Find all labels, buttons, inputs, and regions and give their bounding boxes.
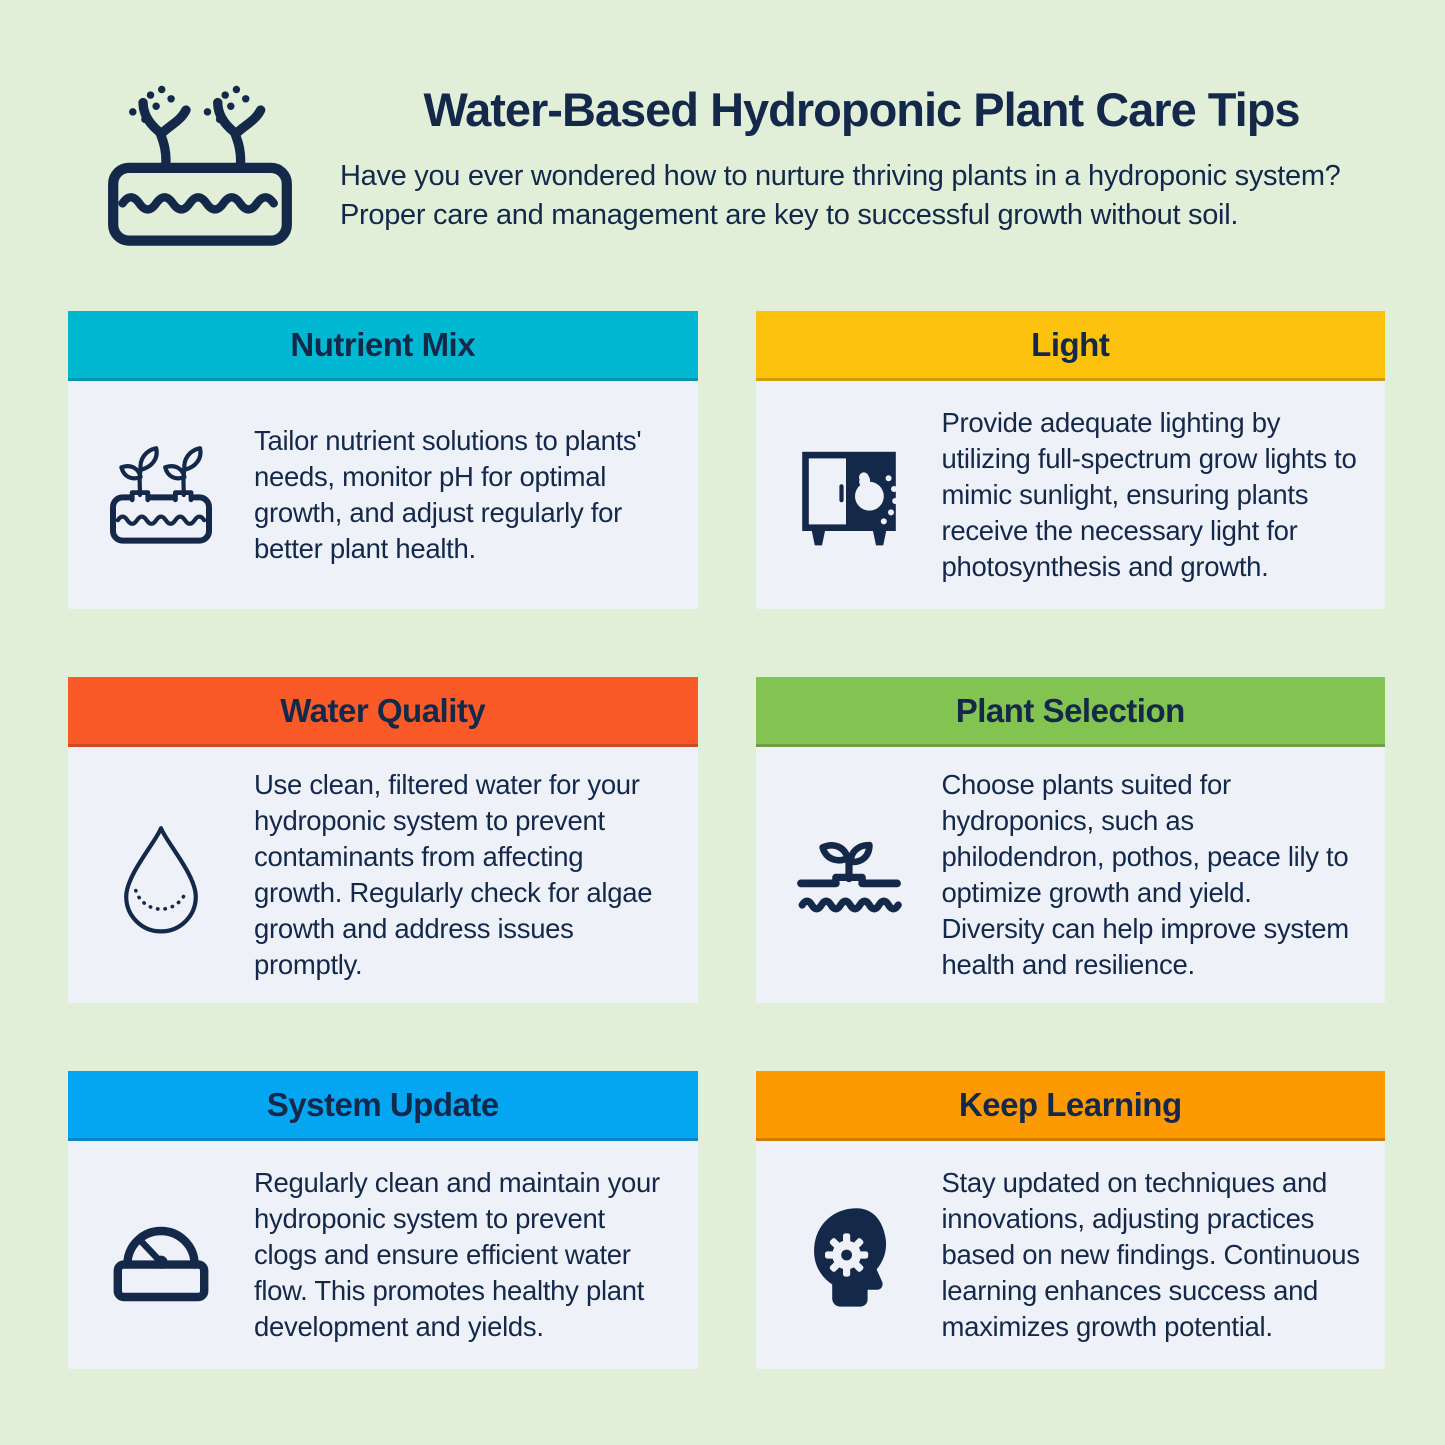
grow-light-cabinet-icon — [756, 435, 942, 555]
card-body — [756, 381, 1386, 609]
card-description: Stay updated on techniques and innovations, adjusting practices based on new findings. Continuous learning enhances success and maximizes growth potential. — [941, 1167, 1360, 1343]
card-description: Regularly clean and maintain your hydroponic system to prevent clogs and ensure efficient water flow. This promotes healthy plant development and yields. — [254, 1167, 660, 1343]
head-gear-icon — [756, 1195, 942, 1315]
card-title: System Update — [266, 1085, 499, 1123]
card-header — [756, 311, 1386, 381]
card-body — [756, 747, 1386, 1003]
card-body — [68, 381, 698, 609]
card-description: Provide adequate lighting by utilizing full-spectrum grow lights to mimic sunlight, ensuring plants receive the necessary light for photosynthesis and growth. — [941, 406, 1357, 583]
card-body — [68, 747, 698, 1003]
card-header — [68, 1071, 698, 1141]
card-title: Plant Selection — [955, 691, 1185, 729]
card-nutrient-mix — [68, 311, 698, 609]
card-body — [756, 1141, 1386, 1369]
header-text-block — [340, 82, 1383, 236]
card-plant-selection — [756, 677, 1386, 1003]
card-body — [68, 1141, 698, 1369]
water-drop-icon — [68, 815, 254, 935]
card-header — [756, 677, 1386, 747]
card-title: Light — [1031, 325, 1110, 363]
page-subtitle: Have you ever wondered how to nurture thriving plants in a hydroponic system? Proper care and management are key to successful growth without soil. — [340, 160, 1341, 232]
card-water-quality — [68, 677, 698, 1003]
card-header — [68, 677, 698, 747]
page-header — [0, 0, 1445, 255]
card-header — [68, 311, 698, 381]
card-description: Tailor nutrient solutions to plants' needs, monitor pH for optimal growth, and adjust regularly for better plant health. — [254, 424, 642, 565]
card-title: Water Quality — [280, 691, 486, 729]
plant-sprout-icon — [756, 815, 942, 935]
card-keep-learning — [756, 1071, 1386, 1369]
hydroponic-tray-icon — [100, 82, 300, 255]
card-description: Choose plants suited for hydroponics, such as philodendron, pothos, peace lily to optimize growth and yield. Diversity can help improve system health and resilience. — [941, 769, 1349, 981]
page-title: Water-Based Hydroponic Plant Care Tips — [423, 83, 1300, 136]
card-title: Keep Learning — [958, 1085, 1182, 1123]
card-light — [756, 311, 1386, 609]
card-title: Nutrient Mix — [290, 325, 476, 363]
nutrient-tray-icon — [68, 435, 254, 555]
card-header — [756, 1071, 1386, 1141]
tips-grid — [68, 311, 1385, 1369]
gauge-icon — [68, 1195, 254, 1315]
card-system-update — [68, 1071, 698, 1369]
card-description: Use clean, filtered water for your hydroponic system to prevent contaminants from affecting growth. Regularly check for algae growth and address issues promptly. — [254, 769, 653, 981]
